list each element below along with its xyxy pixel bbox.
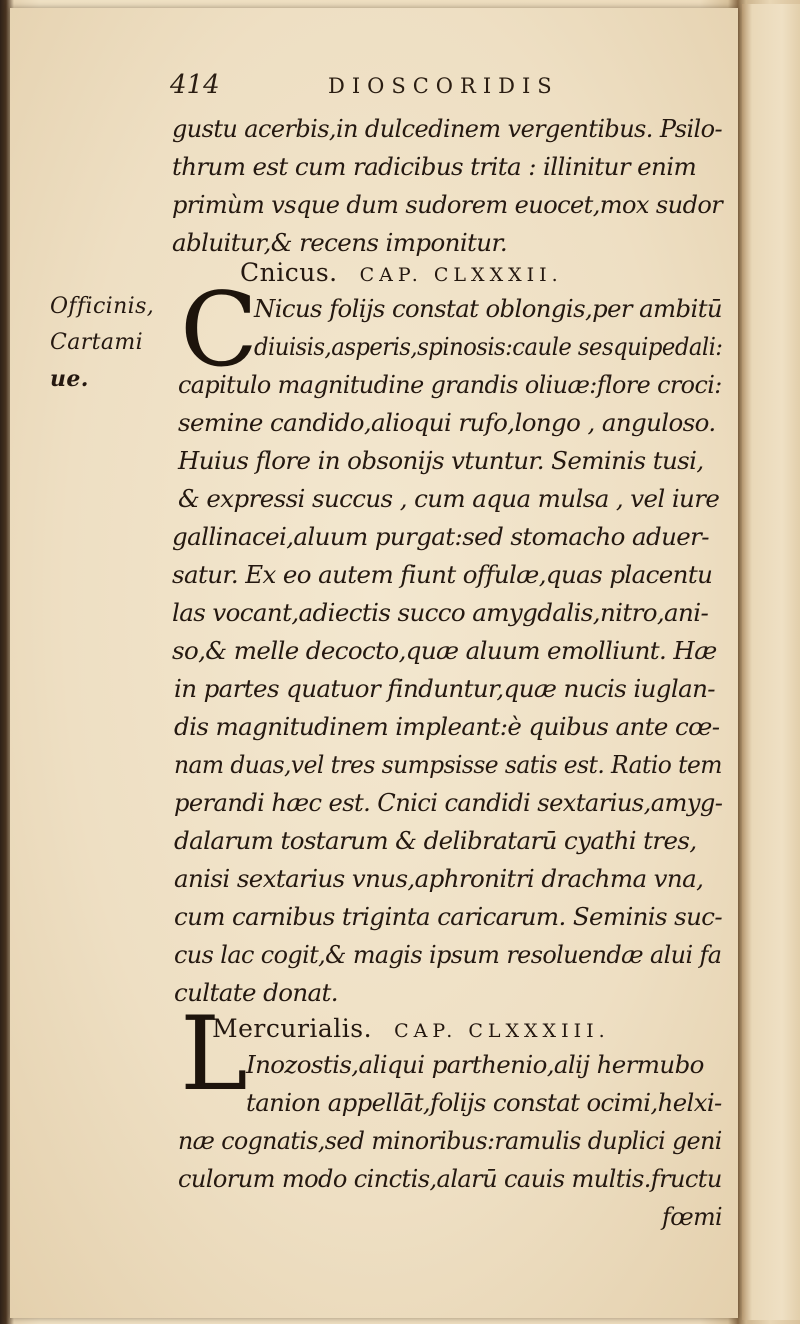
text-line: cum carnibus triginta caricarum. Seminis suc-	[174, 902, 723, 931]
text-line: anisi sextarius vnus,aphronitri drachma vna,	[174, 864, 704, 893]
chapter-heading-cnicus	[240, 258, 563, 287]
text-line: dis magnitudinem impleant:è quibus ante cœ-	[174, 712, 720, 741]
text-line: thrum est cum radicibus trita : illinitur enim	[172, 152, 697, 181]
text-line: culorum modo cinctis,alarū cauis multis.fructu	[178, 1164, 722, 1193]
text-line: & expressi succus , cum aqua mulsa , vel iure	[178, 484, 720, 513]
text-line: diuisis,asperis,spinosis:caule sesquipedali:	[254, 332, 723, 361]
text-line: gustu acerbis,in dulcedinem vergentibus. Psilo-	[172, 114, 723, 143]
text-line: cus lac cogit,& magis ipsum resoluendæ alui fa	[174, 940, 722, 969]
text-line: so,& melle decocto,quæ aluum emolliunt. Hæ	[172, 636, 717, 665]
text-line: capitulo magnitudine grandis oliuæ:flore croci:	[178, 370, 722, 399]
text-line: tanion appellāt,folijs constat ocimi,helxi-	[246, 1088, 722, 1117]
text-line: abluitur,& recens imponitur.	[172, 228, 508, 257]
text-line: nam duas,vel tres sumpsisse satis est. Ratio tem	[174, 750, 722, 779]
text-line: næ cognatis,sed minoribus:ramulis duplici geni	[178, 1126, 722, 1155]
chapter-heading-mercurialis	[212, 1014, 610, 1043]
text-line: Nicus folijs constat oblongis,per ambitū	[254, 294, 723, 323]
page-number: 414	[170, 70, 220, 100]
chapter-number: CAP. CLXXXIII.	[394, 1020, 610, 1042]
chapter-title: Cnicus.	[240, 258, 338, 287]
margin-note-line: ue.	[50, 366, 89, 392]
text-line: cultate donat.	[174, 978, 338, 1007]
text-line: gallinacei,aluum purgat:sed stomacho aduer-	[172, 522, 709, 551]
text-line: Inozostis,aliqui parthenio,alij hermubo	[246, 1050, 704, 1079]
text-line: perandi hæc est. Cnici candidi sextarius,amyg-	[174, 788, 723, 817]
text-line: satur. Ex eo autem fiunt offulæ,quas placentu	[172, 560, 713, 589]
drop-cap: C	[180, 271, 259, 390]
running-title: DIOSCORIDIS	[328, 74, 559, 98]
text-line: las vocant,adiectis succo amygdalis,nitro,ani-	[172, 598, 709, 627]
text-line: primùm vsque dum sudorem euocet,mox sudor	[172, 190, 723, 219]
drop-cap: L	[180, 995, 248, 1114]
text-line: in partes quatuor finduntur,quæ nucis iuglan-	[174, 674, 715, 703]
chapter-number: CAP. CLXXXII.	[359, 264, 563, 286]
margin-note-line: Officinis,	[50, 294, 155, 319]
text-line: semine candido,alioqui rufo,longo , anguloso.	[178, 408, 716, 437]
margin-note-line: Cartami	[50, 330, 144, 355]
text-line: dalarum tostarum & delibratarū cyathi tres,	[174, 826, 697, 855]
text-line: Huius flore in obsonijs vtuntur. Seminis tusi,	[178, 446, 704, 475]
catchword: fœmi	[662, 1202, 722, 1231]
chapter-title: Mercurialis.	[212, 1014, 373, 1043]
